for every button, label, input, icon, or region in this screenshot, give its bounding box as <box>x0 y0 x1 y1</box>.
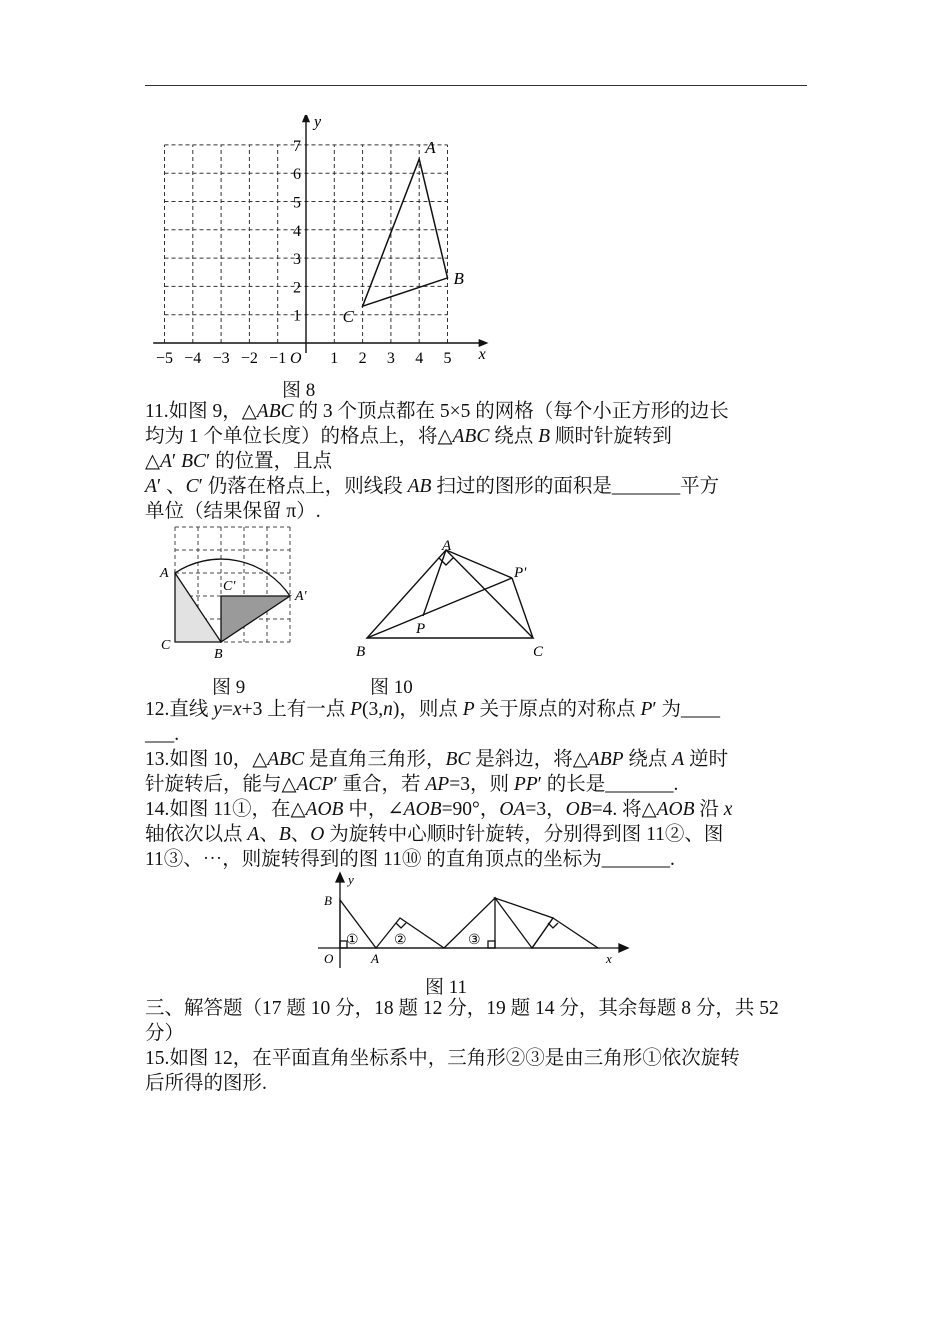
figure-9-rotation-grid <box>155 522 325 662</box>
figure-8-caption: 图 8 <box>282 380 316 401</box>
label-a: A <box>160 566 169 581</box>
y-axis-label: y <box>314 115 322 131</box>
y-tick-label: 3 <box>293 251 301 269</box>
right-angle-4 <box>548 923 558 928</box>
label-b: B <box>356 644 366 660</box>
y-tick-label: 1 <box>293 307 301 325</box>
triangle-4-part <box>495 898 553 948</box>
label-x: x <box>606 951 612 966</box>
figure-11-caption: 图 11 <box>425 977 468 998</box>
figure-11-rolling-triangles <box>310 870 640 970</box>
x-tick-label: −3 <box>212 350 230 367</box>
question-12: 12.直线 y=x+3 上有一点 P(3,n)，则点 P 关于原点的对称点 P′ 为____ ___. <box>145 699 721 745</box>
label-b: B <box>214 647 223 662</box>
right-angle-3 <box>488 941 495 948</box>
point-label-b: B <box>453 268 464 288</box>
label-o: O <box>324 951 334 966</box>
x-axis-arrow <box>619 944 628 952</box>
figure-10-right-triangle <box>350 532 560 667</box>
triangle-4 <box>532 918 598 948</box>
x-tick-label: 2 <box>358 350 367 367</box>
label-a: A <box>442 538 452 554</box>
segment-cp-prime <box>512 578 533 638</box>
label-p: P <box>416 621 426 637</box>
x-tick-label: −4 <box>184 350 202 367</box>
triangle-abc <box>367 550 533 638</box>
question-13: 13.如图 10，△ABC 是直角三角形，BC 是斜边，将△ABP 绕点 A 逆时 针旋转后，能与△ACP′ 重合，若 AP=3，则 PP′ 的长是_______. <box>145 749 729 795</box>
triangle-outline <box>363 159 448 306</box>
label-circle-2: ② <box>394 933 407 948</box>
y-tick-label: 2 <box>293 279 301 297</box>
label-a-prime: A′ <box>295 589 307 604</box>
y-axis-arrow <box>302 115 310 122</box>
figure-9-caption: 图 9 <box>212 677 246 698</box>
x-tick-label: −5 <box>155 350 174 367</box>
y-axis-arrow <box>336 873 344 882</box>
triangle-2 <box>376 918 444 948</box>
point-label-c: C <box>342 307 354 327</box>
origin-label: O <box>290 350 302 367</box>
figure-8-coordinate-grid <box>140 115 500 370</box>
label-a: A <box>371 951 379 966</box>
header-rule <box>145 85 807 86</box>
triangle-abc-rotated <box>221 596 290 642</box>
label-c-prime: C′ <box>223 579 236 594</box>
triangle-abc <box>343 138 465 326</box>
y-tick-label: 6 <box>293 166 301 184</box>
x-tick-label: −1 <box>269 350 287 367</box>
label-c: C <box>161 638 171 653</box>
section-3-heading: 三、解答题（17 题 10 分，18 题 12 分，19 题 14 分，其余每题 8 分，共 52 分） <box>145 998 779 1044</box>
question-14: 14.如图 11①，在△AOB 中，∠AOB=90°，OA=3，OB=4. 将△AOB 沿 x 轴依次以点 A、B、O 为旋转中心顺时针旋转，分别得到图 11②、图 11③、⋯，则旋转得到的图 11⑩ 的直角顶点的坐标为_______. <box>145 799 733 870</box>
label-p-prime: P′ <box>514 565 527 581</box>
label-circle-1: ① <box>346 933 359 948</box>
y-tick-label: 4 <box>293 222 301 240</box>
label-c: C <box>533 644 544 660</box>
x-tick-label: 5 <box>443 350 452 367</box>
right-angle-2 <box>396 923 406 928</box>
question-15: 15.如图 12，在平面直角坐标系中，三角形②③是由三角形①依次旋转 后所得的图形. <box>145 1048 740 1094</box>
x-tick-label: −2 <box>240 350 258 367</box>
figure-10-caption: 图 10 <box>370 677 413 698</box>
x-tick-label: 3 <box>386 350 395 367</box>
x-tick-label: 1 <box>330 350 339 367</box>
label-b: B <box>324 893 332 908</box>
x-axis-label: x <box>478 346 486 363</box>
tick-labels <box>156 138 452 367</box>
x-tick-label: 4 <box>415 350 424 367</box>
question-11: 11.如图 9，△ABC 的 3 个顶点都在 5×5 的网格（每个小正方形的边长 均为 1 个单位长度）的格点上，将△ABC 绕点 B 顺时针旋转到 △A′ BC′ 的位置，且点 A′ 、C′ 仍落在格点上，则线段 AB 扫过的图形的面积是_______平方 单位（结果保留 π）. <box>145 401 729 522</box>
label-circle-3: ③ <box>468 933 481 948</box>
y-tick-label: 5 <box>293 194 301 212</box>
y-tick-label: 7 <box>293 137 301 155</box>
point-label-a: A <box>425 138 436 158</box>
label-y: y <box>348 872 354 887</box>
segment-ap-prime <box>446 550 512 578</box>
segment-bp-prime <box>367 578 512 638</box>
